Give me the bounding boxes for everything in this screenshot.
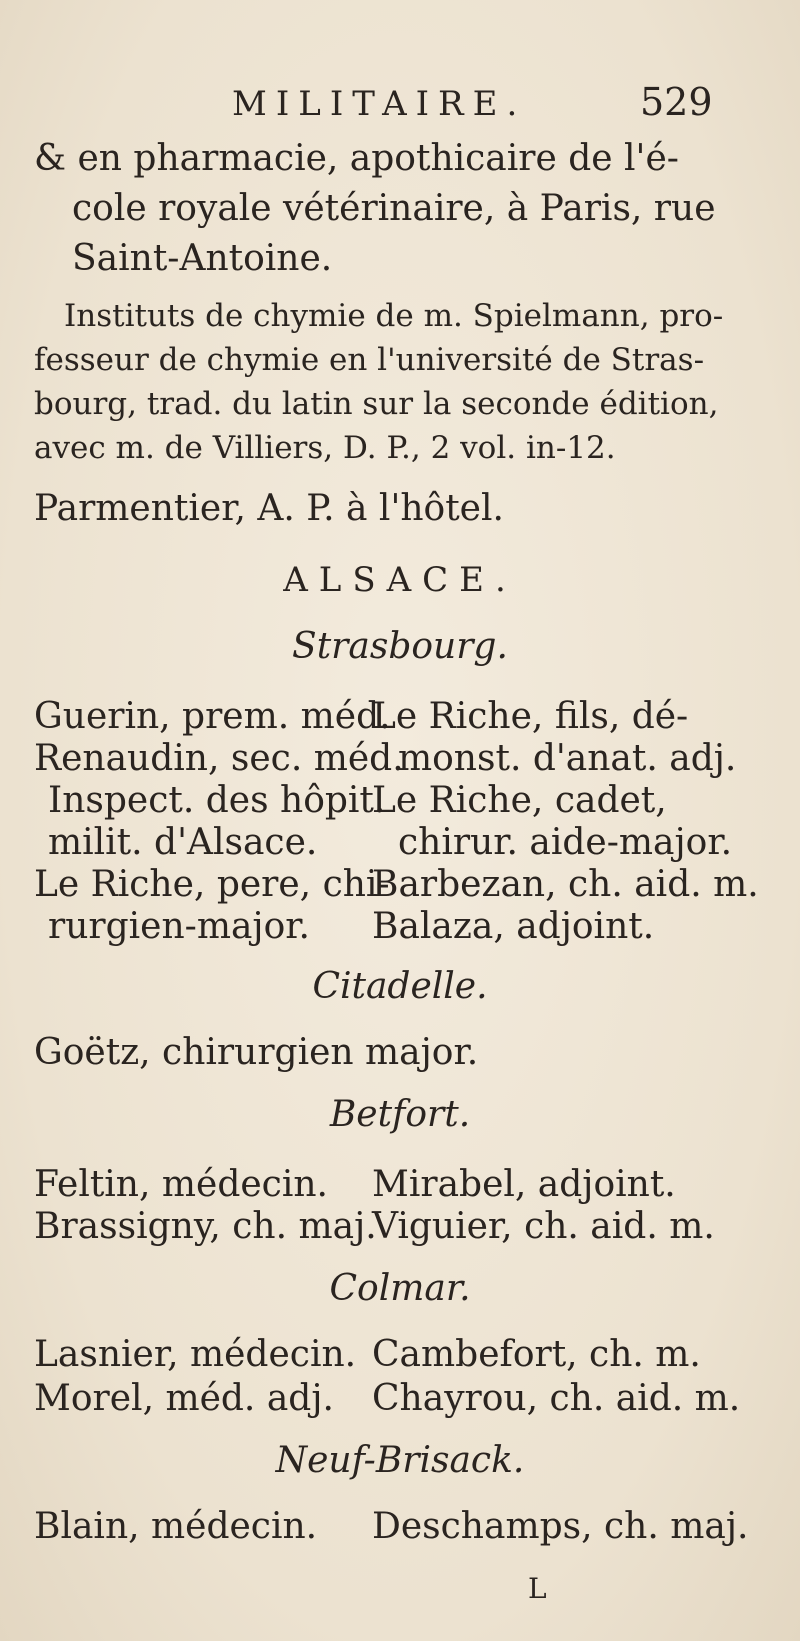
intro-line: Saint-Antoine.: [72, 238, 333, 279]
strasbourg-left-entry: Guerin, prem. méd.: [34, 696, 391, 737]
neuf-brisack-right-entry: Deschamps, ch. maj.: [372, 1506, 749, 1547]
colmar-left-entry: Lasnier, médecin.: [34, 1334, 357, 1375]
institutes-line: bourg, trad. du latin sur la seconde édition,: [34, 386, 719, 422]
colmar-right-entry: Cambefort, ch. m.: [372, 1334, 701, 1375]
institutes-line: Instituts de chymie de m. Spielmann, pro-: [64, 298, 724, 334]
strasbourg-right-entry: monst. d'anat. adj.: [398, 738, 737, 779]
colmar-left-entry: Morel, méd. adj.: [34, 1378, 334, 1419]
colmar-right-entry: Chayrou, ch. aid. m.: [372, 1378, 741, 1419]
strasbourg-left-entry: Inspect. des hôpit.: [48, 780, 386, 821]
institutes-line: avec m. de Villiers, D. P., 2 vol. in-12.: [34, 430, 616, 466]
section-title-strasbourg: Strasbourg.: [292, 626, 508, 667]
citadelle-entry: Goëtz, chirurgien major.: [34, 1032, 479, 1073]
section-title-betfort: Betfort.: [329, 1094, 471, 1135]
catchword: L: [528, 1572, 547, 1605]
strasbourg-right-entry: Barbezan, ch. aid. m.: [372, 864, 759, 905]
neuf-brisack-left-entry: Blain, médecin.: [34, 1506, 318, 1547]
intro-line: & en pharmacie, apothicaire de l'é-: [34, 138, 679, 179]
betfort-left-entry: Brassigny, ch. maj.: [34, 1206, 377, 1247]
section-title-colmar: Colmar.: [329, 1268, 471, 1309]
strasbourg-right-entry: Le Riche, fils, dé-: [372, 696, 689, 737]
running-header: MILITAIRE.: [232, 84, 527, 124]
strasbourg-right-entry: Le Riche, cadet,: [372, 780, 667, 821]
section-title-citadelle: Citadelle.: [312, 966, 488, 1007]
betfort-right-entry: Viguier, ch. aid. m.: [372, 1206, 715, 1247]
strasbourg-left-entry: milit. d'Alsace.: [48, 822, 318, 863]
strasbourg-left-entry: rurgien-major.: [48, 906, 310, 947]
region-heading: ALSACE.: [283, 560, 517, 600]
page-number: 529: [640, 80, 713, 124]
intro-line: cole royale vétérinaire, à Paris, rue: [72, 188, 716, 229]
strasbourg-right-entry: Balaza, adjoint.: [372, 906, 655, 947]
betfort-right-entry: Mirabel, adjoint.: [372, 1164, 676, 1205]
strasbourg-right-entry: chirur. aide-major.: [398, 822, 733, 863]
section-title-neuf-brisack: Neuf-Brisack.: [275, 1440, 525, 1481]
strasbourg-left-entry: Le Riche, pere, chi-: [34, 864, 390, 905]
strasbourg-left-entry: Renaudin, sec. méd.: [34, 738, 404, 779]
parmentier-entry: Parmentier, A. P. à l'hôtel.: [34, 488, 504, 529]
institutes-line: fesseur de chymie en l'université de Stras-: [34, 342, 705, 378]
betfort-left-entry: Feltin, médecin.: [34, 1164, 328, 1205]
